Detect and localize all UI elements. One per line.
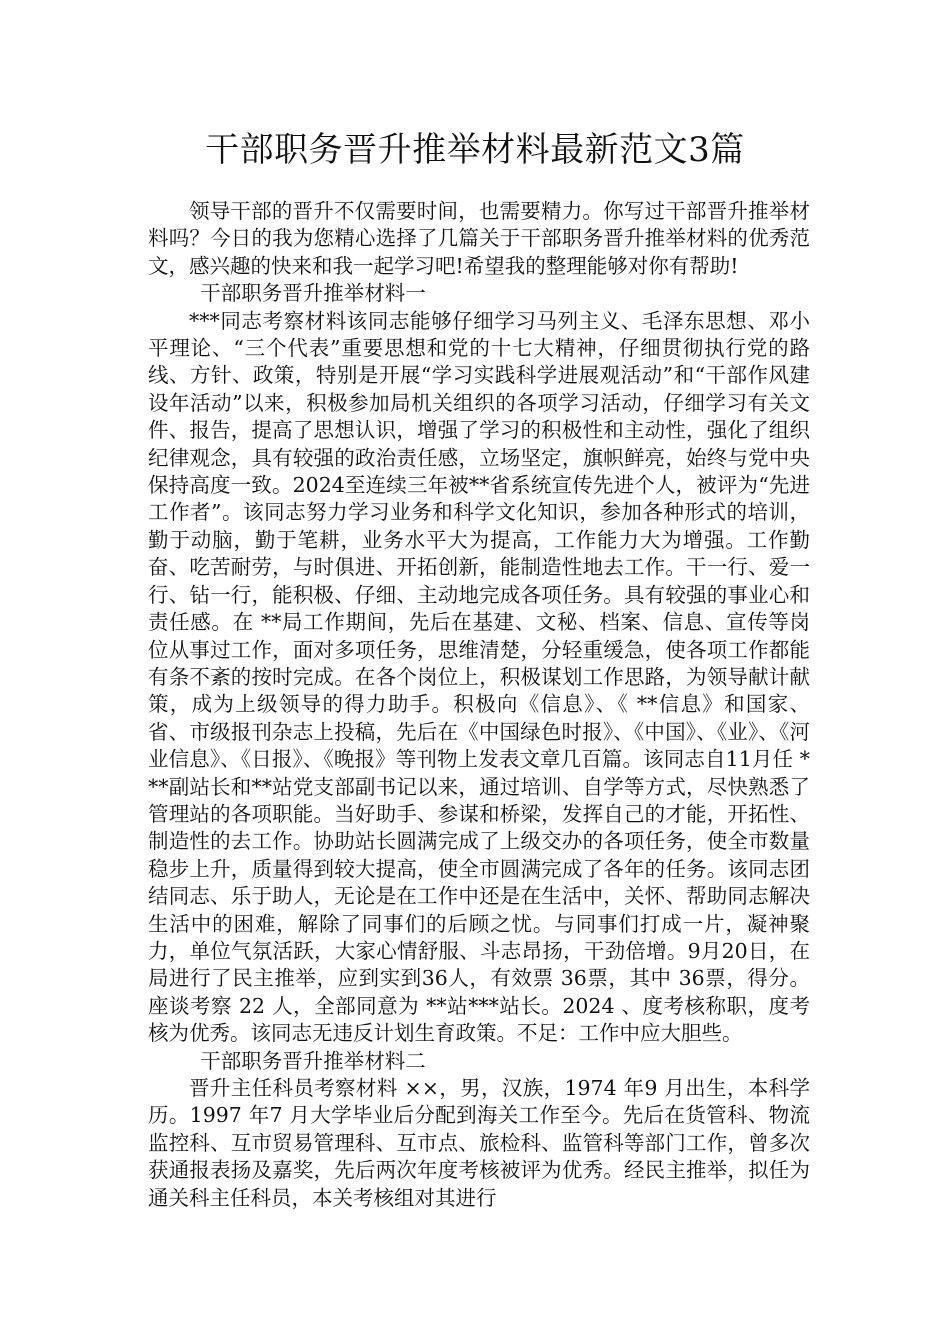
intro-paragraph: 领导干部的晋升不仅需要时间，也需要精力。你写过干部晋升推举材料吗？今日的我为您精心选择了几篇关于干部职务晋升推举材料的优秀范文，感兴趣的快来和我一起学习吧!希望我的整理能够对你有帮助! [148, 199, 810, 278]
section-1-paragraph: ***同志考察材料该同志能够仔细学习马列主义、毛泽东思想、邓小平理论、“三个代表”重要思想和党的十七大精神，仔细贯彻执行党的路线、方针、政策，特别是开展“学习实践科学进展观活动”和“干部作风建设年活动”以来，积极参加局机关组织的各项学习活动，仔细学习有关文件、报告，提高了思想认识，增强了学习的积极性和主动性，强化了组织纪律观念，具有较强的政治责任感，立场坚定，旗帜鲜亮，始终与党中央保持高度一致。2024至连续三年被**省系统宣传先进个人，被评为“先进工作者”。该同志努力学习业务和科学文化知识，参加各种形式的培训，勤于动脑，勤于笔耕，业务水平大为提高，工作能力大为增强。工作勤奋、吃苦耐劳，与时俱进、开拓创新，能制造性地去工作。干一行、爱一行、钻一行，能积极、仔细、主动地完成各项任务。具有较强的事业心和责任感。在 **局工作期间，先后在基建、文秘、档案、信息、宣传等岗位从事过工作，面对多项任务，思维清楚，分轻重缓急，使各项工作都能有条不紊的按时完成。在各个岗位上，积极谋划工作思路，为领导献计献策，成为上级领导的得力助手。积极向《信息》、《 **信息》和国家、省、市级报刊杂志上投稿，先后在《中国绿色时报》、《中国》、《业》、《河业信息》、《日报》、《晚报》等刊物上发表文章几百篇。该同志自11月任 ***副站长和**站党支部副书记以来，通过培训、自学等方式，尽快熟悉了管理站的各项职能。当好助手、参谋和桥梁，发挥自己的才能，开拓性、制造性的去工作。协助站长圆满完成了上级交办的各项任务，使全市数量稳步上升，质量得到较大提高，使全市圆满完成了各年的任务。该同志团结同志、乐于助人，无论是在工作中还是在生活中，关怀、帮助同志解决生活中的困难，解除了同事们的后顾之忧。与同事们打成一片，凝神聚力，单位气氛活跃，大家心情舒服、斗志昂扬，干劲倍增。9月20日，在局进行了民主推举，应到实到36人，有效票 36票，其中 36票，得分。座谈考察 22 人，全部同意为 **站***站长。2024 、度考核称职，度考核为优秀。该同志无违反计划生育政策。不足：工作中应大胆些。 [148, 308, 810, 1046]
section-2-heading: 干部职务晋升推举材料二 [200, 1048, 426, 1073]
section-1-heading: 干部职务晋升推举材料一 [200, 281, 426, 306]
section-2-paragraph: 晋升主任科员考察材料 ××，男，汉族，1974 年9 月出生，本科学历。1997 年7 月大学毕业后分配到海关工作至今。先后在货管科、物流监控科、互市贸易管理科、互市点、旅检科、监管科等部门工作，曾多次获通报表扬及嘉奖，先后两次年度考核被评为优秀。经民主推举，拟任为通关科主任科员，本关考核组对其进行 [148, 1076, 810, 1210]
document-body [148, 198, 810, 1212]
document-title: 干部职务晋升推举材料最新范文3篇 [205, 130, 745, 170]
